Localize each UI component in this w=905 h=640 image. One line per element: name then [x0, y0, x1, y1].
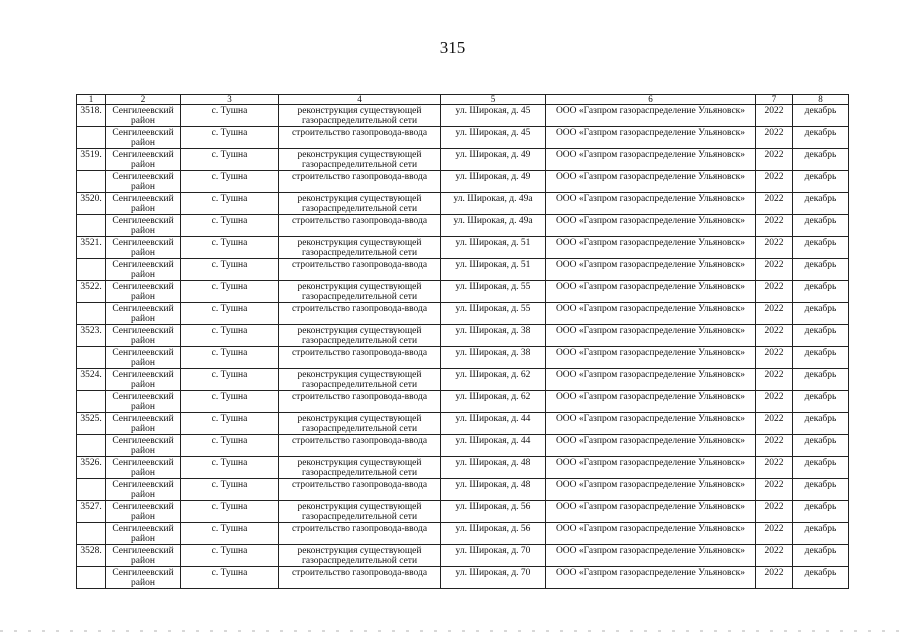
address-cell: ул. Широкая, д. 49 — [441, 171, 546, 193]
month-cell: декабрь — [793, 567, 849, 589]
month-cell: декабрь — [793, 193, 849, 215]
record-number-cell: 3524. — [77, 369, 106, 391]
record-number-cell: 3522. — [77, 281, 106, 303]
record-number-cell: 3525. — [77, 413, 106, 435]
table-row — [77, 149, 849, 171]
month-cell: декабрь — [793, 413, 849, 435]
address-cell: ул. Широкая, д. 38 — [441, 347, 546, 369]
locality-cell: с. Тушна — [181, 545, 279, 567]
table-row — [77, 215, 849, 237]
column-number: 2 — [106, 95, 181, 105]
district-cell: Сенгилеевский район — [106, 171, 181, 193]
locality-cell: с. Тушна — [181, 149, 279, 171]
table-row — [77, 391, 849, 413]
year-cell: 2022 — [756, 413, 793, 435]
work-type-cell: реконструкция существующей газораспределительной сети — [279, 237, 441, 259]
month-cell: декабрь — [793, 149, 849, 171]
work-type-cell: реконструкция существующей газораспределительной сети — [279, 149, 441, 171]
locality-cell: с. Тушна — [181, 501, 279, 523]
month-cell: декабрь — [793, 215, 849, 237]
district-cell: Сенгилеевский район — [106, 435, 181, 457]
organization-cell: ООО «Газпром газораспределение Ульяновск» — [546, 479, 756, 501]
column-number: 6 — [546, 95, 756, 105]
address-cell: ул. Широкая, д. 45 — [441, 105, 546, 127]
locality-cell: с. Тушна — [181, 105, 279, 127]
work-type-cell: реконструкция существующей газораспределительной сети — [279, 281, 441, 303]
address-cell: ул. Широкая, д. 38 — [441, 325, 546, 347]
year-cell: 2022 — [756, 369, 793, 391]
organization-cell: ООО «Газпром газораспределение Ульяновск» — [546, 237, 756, 259]
district-cell: Сенгилеевский район — [106, 105, 181, 127]
address-cell: ул. Широкая, д. 56 — [441, 523, 546, 545]
locality-cell: с. Тушна — [181, 171, 279, 193]
record-number-cell: 3519. — [77, 149, 106, 171]
address-cell: ул. Широкая, д. 70 — [441, 545, 546, 567]
month-cell: декабрь — [793, 127, 849, 149]
record-number-cell — [77, 215, 106, 237]
district-cell: Сенгилеевский район — [106, 457, 181, 479]
table-row — [77, 347, 849, 369]
record-number-cell — [77, 127, 106, 149]
organization-cell: ООО «Газпром газораспределение Ульяновск» — [546, 347, 756, 369]
organization-cell: ООО «Газпром газораспределение Ульяновск» — [546, 149, 756, 171]
district-cell: Сенгилеевский район — [106, 523, 181, 545]
record-number-cell — [77, 479, 106, 501]
year-cell: 2022 — [756, 391, 793, 413]
work-type-cell: строительство газопровода-ввода — [279, 127, 441, 149]
record-number-cell: 3520. — [77, 193, 106, 215]
work-type-cell: реконструкция существующей газораспределительной сети — [279, 193, 441, 215]
month-cell: декабрь — [793, 501, 849, 523]
column-number: 1 — [77, 95, 106, 105]
district-cell: Сенгилеевский район — [106, 479, 181, 501]
record-number-cell: 3521. — [77, 237, 106, 259]
month-cell: декабрь — [793, 435, 849, 457]
column-number: 4 — [279, 95, 441, 105]
year-cell: 2022 — [756, 457, 793, 479]
organization-cell: ООО «Газпром газораспределение Ульяновск» — [546, 303, 756, 325]
address-cell: ул. Широкая, д. 49а — [441, 215, 546, 237]
year-cell: 2022 — [756, 303, 793, 325]
work-type-cell: реконструкция существующей газораспределительной сети — [279, 413, 441, 435]
address-cell: ул. Широкая, д. 62 — [441, 369, 546, 391]
year-cell: 2022 — [756, 259, 793, 281]
locality-cell: с. Тушна — [181, 303, 279, 325]
month-cell: декабрь — [793, 105, 849, 127]
month-cell: декабрь — [793, 347, 849, 369]
address-cell: ул. Широкая, д. 55 — [441, 303, 546, 325]
work-type-cell: реконструкция существующей газораспределительной сети — [279, 369, 441, 391]
district-cell: Сенгилеевский район — [106, 193, 181, 215]
address-cell: ул. Широкая, д. 44 — [441, 435, 546, 457]
locality-cell: с. Тушна — [181, 567, 279, 589]
locality-cell: с. Тушна — [181, 457, 279, 479]
locality-cell: с. Тушна — [181, 391, 279, 413]
organization-cell: ООО «Газпром газораспределение Ульяновск» — [546, 105, 756, 127]
year-cell: 2022 — [756, 325, 793, 347]
month-cell: декабрь — [793, 281, 849, 303]
locality-cell: с. Тушна — [181, 369, 279, 391]
organization-cell: ООО «Газпром газораспределение Ульяновск» — [546, 523, 756, 545]
address-cell: ул. Широкая, д. 62 — [441, 391, 546, 413]
district-cell: Сенгилеевский район — [106, 303, 181, 325]
year-cell: 2022 — [756, 523, 793, 545]
month-cell: декабрь — [793, 479, 849, 501]
scan-edge-noise — [0, 630, 905, 632]
column-number-row — [77, 95, 849, 105]
organization-cell: ООО «Газпром газораспределение Ульяновск» — [546, 127, 756, 149]
district-cell: Сенгилеевский район — [106, 127, 181, 149]
register-body — [77, 95, 849, 589]
year-cell: 2022 — [756, 105, 793, 127]
district-cell: Сенгилеевский район — [106, 413, 181, 435]
work-type-cell: реконструкция существующей газораспределительной сети — [279, 501, 441, 523]
table-row — [77, 105, 849, 127]
year-cell: 2022 — [756, 149, 793, 171]
organization-cell: ООО «Газпром газораспределение Ульяновск» — [546, 171, 756, 193]
organization-cell: ООО «Газпром газораспределение Ульяновск» — [546, 325, 756, 347]
district-cell: Сенгилеевский район — [106, 369, 181, 391]
year-cell: 2022 — [756, 545, 793, 567]
locality-cell: с. Тушна — [181, 237, 279, 259]
organization-cell: ООО «Газпром газораспределение Ульяновск» — [546, 215, 756, 237]
district-cell: Сенгилеевский район — [106, 325, 181, 347]
record-number-cell — [77, 391, 106, 413]
locality-cell: с. Тушна — [181, 193, 279, 215]
work-type-cell: реконструкция существующей газораспределительной сети — [279, 105, 441, 127]
column-number: 5 — [441, 95, 546, 105]
table-row — [77, 237, 849, 259]
record-number-cell — [77, 347, 106, 369]
record-number-cell: 3523. — [77, 325, 106, 347]
address-cell: ул. Широкая, д. 70 — [441, 567, 546, 589]
work-type-cell: реконструкция существующей газораспределительной сети — [279, 325, 441, 347]
organization-cell: ООО «Газпром газораспределение Ульяновск» — [546, 281, 756, 303]
year-cell: 2022 — [756, 237, 793, 259]
table-row — [77, 457, 849, 479]
work-type-cell: строительство газопровода-ввода — [279, 171, 441, 193]
organization-cell: ООО «Газпром газораспределение Ульяновск» — [546, 413, 756, 435]
work-type-cell: строительство газопровода-ввода — [279, 215, 441, 237]
page-number: 315 — [439, 38, 466, 57]
month-cell: декабрь — [793, 303, 849, 325]
work-type-cell: строительство газопровода-ввода — [279, 567, 441, 589]
record-number-cell — [77, 435, 106, 457]
table-row — [77, 413, 849, 435]
record-number-cell — [77, 303, 106, 325]
table-row — [77, 523, 849, 545]
address-cell: ул. Широкая, д. 48 — [441, 479, 546, 501]
year-cell: 2022 — [756, 435, 793, 457]
year-cell: 2022 — [756, 171, 793, 193]
work-type-cell: строительство газопровода-ввода — [279, 479, 441, 501]
year-cell: 2022 — [756, 347, 793, 369]
record-number-cell: 3527. — [77, 501, 106, 523]
record-number-cell — [77, 171, 106, 193]
gasification-register-table — [76, 94, 849, 589]
locality-cell: с. Тушна — [181, 259, 279, 281]
locality-cell: с. Тушна — [181, 435, 279, 457]
work-type-cell: реконструкция существующей газораспределительной сети — [279, 457, 441, 479]
district-cell: Сенгилеевский район — [106, 391, 181, 413]
organization-cell: ООО «Газпром газораспределение Ульяновск» — [546, 501, 756, 523]
organization-cell: ООО «Газпром газораспределение Ульяновск» — [546, 457, 756, 479]
record-number-cell: 3526. — [77, 457, 106, 479]
table-row — [77, 325, 849, 347]
work-type-cell: строительство газопровода-ввода — [279, 391, 441, 413]
record-number-cell — [77, 523, 106, 545]
table-row — [77, 479, 849, 501]
year-cell: 2022 — [756, 479, 793, 501]
district-cell: Сенгилеевский район — [106, 237, 181, 259]
month-cell: декабрь — [793, 237, 849, 259]
district-cell: Сенгилеевский район — [106, 567, 181, 589]
address-cell: ул. Широкая, д. 49а — [441, 193, 546, 215]
table-row — [77, 545, 849, 567]
table-row — [77, 435, 849, 457]
work-type-cell: строительство газопровода-ввода — [279, 435, 441, 457]
year-cell: 2022 — [756, 215, 793, 237]
organization-cell: ООО «Газпром газораспределение Ульяновск» — [546, 567, 756, 589]
table-row — [77, 193, 849, 215]
work-type-cell: строительство газопровода-ввода — [279, 523, 441, 545]
work-type-cell: строительство газопровода-ввода — [279, 259, 441, 281]
record-number-cell: 3528. — [77, 545, 106, 567]
locality-cell: с. Тушна — [181, 281, 279, 303]
locality-cell: с. Тушна — [181, 413, 279, 435]
table-row — [77, 501, 849, 523]
month-cell: декабрь — [793, 259, 849, 281]
district-cell: Сенгилеевский район — [106, 149, 181, 171]
work-type-cell: строительство газопровода-ввода — [279, 303, 441, 325]
table-row — [77, 369, 849, 391]
month-cell: декабрь — [793, 457, 849, 479]
address-cell: ул. Широкая, д. 55 — [441, 281, 546, 303]
address-cell: ул. Широкая, д. 44 — [441, 413, 546, 435]
work-type-cell: строительство газопровода-ввода — [279, 347, 441, 369]
month-cell: декабрь — [793, 523, 849, 545]
month-cell: декабрь — [793, 325, 849, 347]
address-cell: ул. Широкая, д. 45 — [441, 127, 546, 149]
district-cell: Сенгилеевский район — [106, 259, 181, 281]
district-cell: Сенгилеевский район — [106, 281, 181, 303]
table-row — [77, 171, 849, 193]
year-cell: 2022 — [756, 193, 793, 215]
locality-cell: с. Тушна — [181, 347, 279, 369]
locality-cell: с. Тушна — [181, 523, 279, 545]
year-cell: 2022 — [756, 501, 793, 523]
district-cell: Сенгилеевский район — [106, 545, 181, 567]
organization-cell: ООО «Газпром газораспределение Ульяновск» — [546, 259, 756, 281]
month-cell: декабрь — [793, 545, 849, 567]
organization-cell: ООО «Газпром газораспределение Ульяновск» — [546, 193, 756, 215]
locality-cell: с. Тушна — [181, 325, 279, 347]
address-cell: ул. Широкая, д. 51 — [441, 237, 546, 259]
locality-cell: с. Тушна — [181, 479, 279, 501]
table-row — [77, 259, 849, 281]
month-cell: декабрь — [793, 369, 849, 391]
organization-cell: ООО «Газпром газораспределение Ульяновск» — [546, 391, 756, 413]
district-cell: Сенгилеевский район — [106, 347, 181, 369]
year-cell: 2022 — [756, 127, 793, 149]
year-cell: 2022 — [756, 281, 793, 303]
column-number: 7 — [756, 95, 793, 105]
month-cell: декабрь — [793, 391, 849, 413]
organization-cell: ООО «Газпром газораспределение Ульяновск» — [546, 545, 756, 567]
address-cell: ул. Широкая, д. 49 — [441, 149, 546, 171]
table-row — [77, 127, 849, 149]
record-number-cell — [77, 567, 106, 589]
record-number-cell — [77, 259, 106, 281]
record-number-cell: 3518. — [77, 105, 106, 127]
locality-cell: с. Тушна — [181, 215, 279, 237]
column-number: 8 — [793, 95, 849, 105]
address-cell: ул. Широкая, д. 48 — [441, 457, 546, 479]
address-cell: ул. Широкая, д. 56 — [441, 501, 546, 523]
organization-cell: ООО «Газпром газораспределение Ульяновск» — [546, 435, 756, 457]
year-cell: 2022 — [756, 567, 793, 589]
table-row — [77, 567, 849, 589]
work-type-cell: реконструкция существующей газораспределительной сети — [279, 545, 441, 567]
column-number: 3 — [181, 95, 279, 105]
organization-cell: ООО «Газпром газораспределение Ульяновск» — [546, 369, 756, 391]
district-cell: Сенгилеевский район — [106, 501, 181, 523]
locality-cell: с. Тушна — [181, 127, 279, 149]
month-cell: декабрь — [793, 171, 849, 193]
table-row — [77, 303, 849, 325]
table-row — [77, 281, 849, 303]
address-cell: ул. Широкая, д. 51 — [441, 259, 546, 281]
district-cell: Сенгилеевский район — [106, 215, 181, 237]
